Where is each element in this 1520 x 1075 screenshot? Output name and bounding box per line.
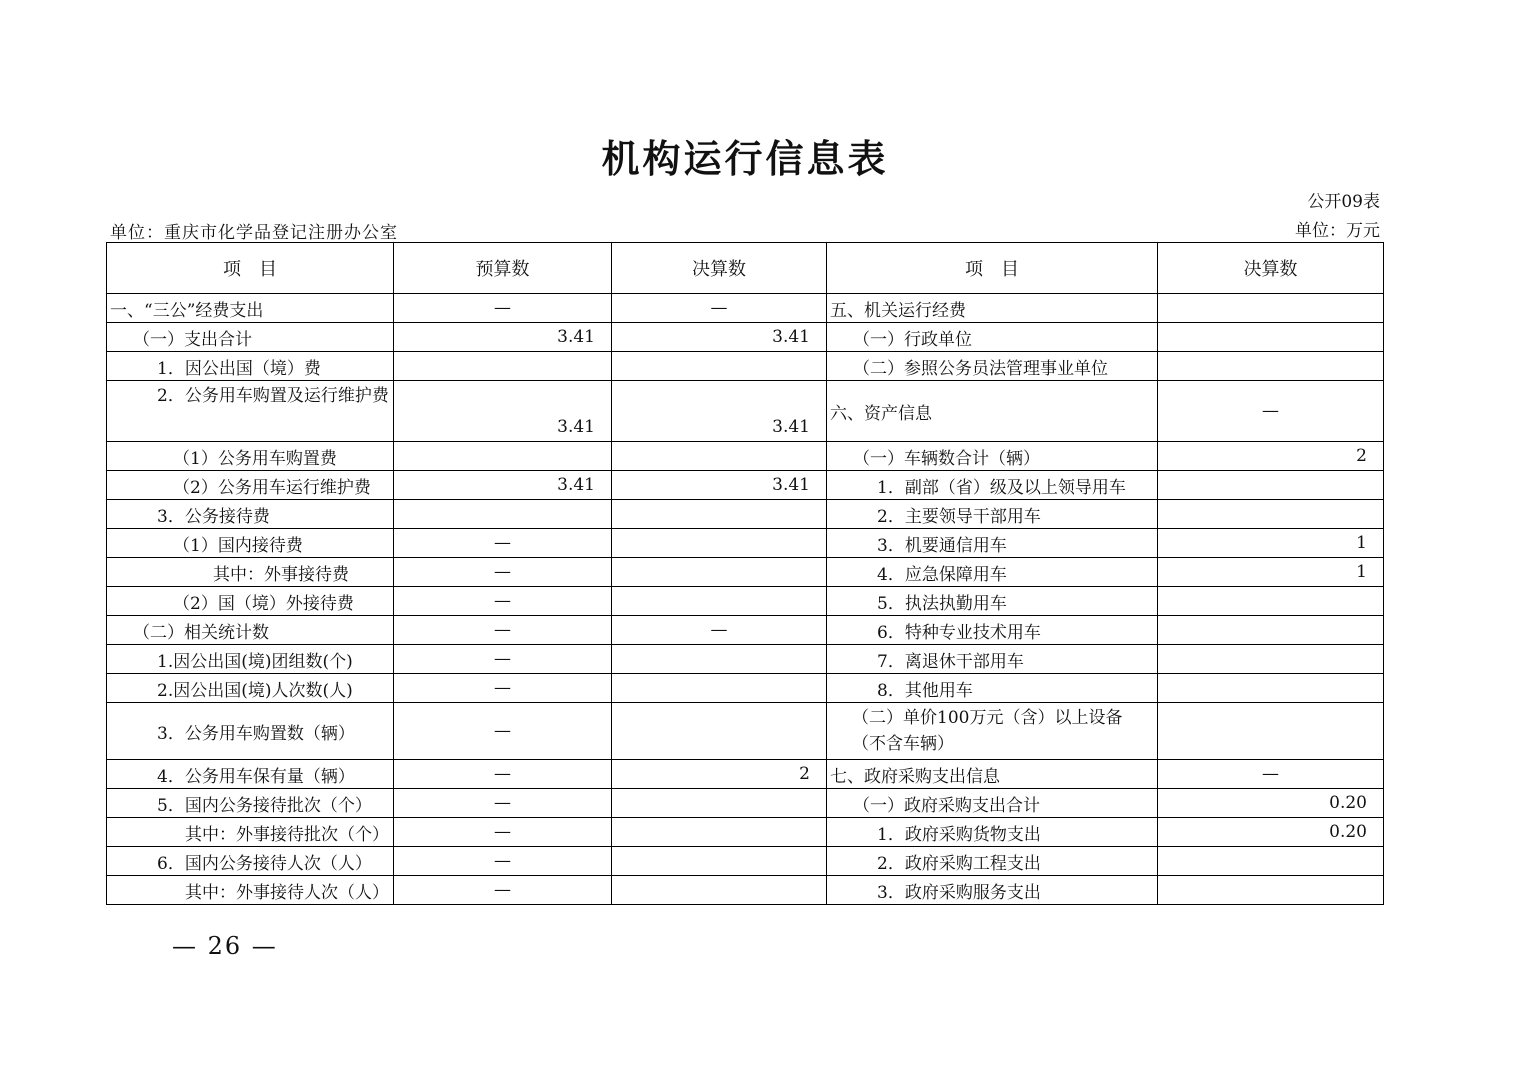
header-final-left: 决算数 bbox=[612, 243, 827, 294]
row-budget: 3.41 bbox=[394, 471, 612, 500]
row-label-left: 1.因公出国(境)团组数(个) bbox=[107, 645, 394, 674]
header-item-right: 项 目 bbox=[827, 243, 1158, 294]
row-final-left: — bbox=[612, 294, 827, 323]
row-label-left: 一、“三公”经费支出 bbox=[107, 294, 394, 323]
row-label-left: 其中：外事接待人次（人） bbox=[107, 876, 394, 905]
page-number: — 26 — bbox=[172, 932, 278, 960]
page-title: 机构运行信息表 bbox=[601, 137, 889, 181]
row-final-left bbox=[612, 703, 827, 760]
table-row bbox=[107, 645, 1384, 674]
row-label-left: 其中：外事接待批次（个） bbox=[107, 818, 394, 847]
row-final-right bbox=[1158, 847, 1384, 876]
row-final-left bbox=[612, 847, 827, 876]
table-row bbox=[107, 294, 1384, 323]
row-label-left: 5．国内公务接待批次（个） bbox=[107, 789, 394, 818]
row-label-left: （二）相关统计数 bbox=[107, 616, 394, 645]
row-final-right: 2 bbox=[1158, 442, 1384, 471]
row-final-right bbox=[1158, 471, 1384, 500]
row-label-right: 3．政府采购服务支出 bbox=[827, 876, 1158, 905]
row-label-left: （一）支出合计 bbox=[107, 323, 394, 352]
row-budget bbox=[394, 500, 612, 529]
row-label-right: 4．应急保障用车 bbox=[827, 558, 1158, 587]
table-row bbox=[107, 500, 1384, 529]
table-row bbox=[107, 381, 1384, 442]
row-label-right bbox=[827, 703, 1158, 760]
row-final-left bbox=[612, 587, 827, 616]
row-budget: — bbox=[394, 674, 612, 703]
row-label-right: 3．机要通信用车 bbox=[827, 529, 1158, 558]
row-final-left bbox=[612, 352, 827, 381]
row-label-right: 6．特种专业技术用车 bbox=[827, 616, 1158, 645]
row-final-left bbox=[612, 818, 827, 847]
row-final-right: 1 bbox=[1158, 529, 1384, 558]
row-budget: — bbox=[394, 645, 612, 674]
row-final-left: 3.41 bbox=[612, 381, 827, 442]
row-label-left: 其中：外事接待费 bbox=[107, 558, 394, 587]
row-final-right: 0.20 bbox=[1158, 818, 1384, 847]
row-budget: — bbox=[394, 703, 612, 760]
row-final-left bbox=[612, 876, 827, 905]
row-final-left bbox=[612, 500, 827, 529]
row-label-right: 2．主要领导干部用车 bbox=[827, 500, 1158, 529]
table-row bbox=[107, 789, 1384, 818]
row-label-left: 6．国内公务接待人次（人） bbox=[107, 847, 394, 876]
unit-organization: 单位：重庆市化学品登记注册办公室 bbox=[110, 223, 398, 243]
row-final-right: — bbox=[1158, 760, 1384, 789]
row-final-left bbox=[612, 558, 827, 587]
row-label-right: 七、政府采购支出信息 bbox=[827, 760, 1158, 789]
row-label-right: 5．执法执勤用车 bbox=[827, 587, 1158, 616]
row-label-left: 2.因公出国(境)人次数(人) bbox=[107, 674, 394, 703]
row-budget: — bbox=[394, 294, 612, 323]
table-row bbox=[107, 876, 1384, 905]
row-final-left bbox=[612, 674, 827, 703]
row-final-right bbox=[1158, 323, 1384, 352]
row-label-right: 1．副部（省）级及以上领导用车 bbox=[827, 471, 1158, 500]
row-final-left: 3.41 bbox=[612, 323, 827, 352]
row-label-right: （一）政府采购支出合计 bbox=[827, 789, 1158, 818]
row-budget bbox=[394, 352, 612, 381]
row-final-left: 2 bbox=[612, 760, 827, 789]
row-final-right: 0.20 bbox=[1158, 789, 1384, 818]
row-label-left: 4．公务用车保有量（辆） bbox=[107, 760, 394, 789]
table-row bbox=[107, 352, 1384, 381]
row-label-left: 1．因公出国（境）费 bbox=[107, 352, 394, 381]
row-final-right bbox=[1158, 876, 1384, 905]
table-row bbox=[107, 442, 1384, 471]
row-label-left-text: 2．公务用车购置及运行维护费 bbox=[157, 386, 389, 406]
row-final-right bbox=[1158, 294, 1384, 323]
row-final-left bbox=[612, 529, 827, 558]
row-budget: — bbox=[394, 876, 612, 905]
table-row bbox=[107, 616, 1384, 645]
row-budget: — bbox=[394, 847, 612, 876]
row-final-right bbox=[1158, 616, 1384, 645]
table-row bbox=[107, 323, 1384, 352]
row-budget: — bbox=[394, 760, 612, 789]
row-final-right bbox=[1158, 352, 1384, 381]
row-budget: — bbox=[394, 818, 612, 847]
form-number: 公开09表 bbox=[1307, 192, 1380, 212]
row-label-left: 3．公务接待费 bbox=[107, 500, 394, 529]
info-table bbox=[106, 242, 1384, 905]
row-budget: 3.41 bbox=[394, 381, 612, 442]
row-final-right bbox=[1158, 587, 1384, 616]
table-row bbox=[107, 818, 1384, 847]
row-label-right: （一）车辆数合计（辆） bbox=[827, 442, 1158, 471]
table-row bbox=[107, 760, 1384, 789]
row-label-right: 2．政府采购工程支出 bbox=[827, 847, 1158, 876]
row-budget: 3.41 bbox=[394, 323, 612, 352]
row-final-right bbox=[1158, 500, 1384, 529]
row-label-left: （1）公务用车购置费 bbox=[107, 442, 394, 471]
row-label-right-text: （二）单价100万元（含）以上设备（不含车辆） bbox=[852, 708, 1123, 754]
row-budget bbox=[394, 442, 612, 471]
header-item-left: 项 目 bbox=[107, 243, 394, 294]
row-label-right: 8．其他用车 bbox=[827, 674, 1158, 703]
row-label-right: 五、机关运行经费 bbox=[827, 294, 1158, 323]
row-label-left bbox=[107, 381, 394, 442]
row-label-right: （一）行政单位 bbox=[827, 323, 1158, 352]
row-final-left: 3.41 bbox=[612, 471, 827, 500]
table-row bbox=[107, 529, 1384, 558]
row-budget: — bbox=[394, 587, 612, 616]
table-row bbox=[107, 471, 1384, 500]
row-final-left bbox=[612, 645, 827, 674]
row-label-left: （2）国（境）外接待费 bbox=[107, 587, 394, 616]
row-final-left bbox=[612, 789, 827, 818]
table-header-row bbox=[107, 243, 1384, 294]
row-budget: — bbox=[394, 558, 612, 587]
table-row bbox=[107, 703, 1384, 760]
row-budget: — bbox=[394, 616, 612, 645]
row-budget: — bbox=[394, 789, 612, 818]
row-label-right: 7．离退休干部用车 bbox=[827, 645, 1158, 674]
row-label-right: （二）参照公务员法管理事业单位 bbox=[827, 352, 1158, 381]
row-final-right bbox=[1158, 645, 1384, 674]
row-label-right: 六、资产信息 bbox=[827, 381, 1158, 442]
header-budget: 预算数 bbox=[394, 243, 612, 294]
unit-currency: 单位：万元 bbox=[1295, 221, 1380, 241]
header-final-right: 决算数 bbox=[1158, 243, 1384, 294]
table-row bbox=[107, 558, 1384, 587]
table-row bbox=[107, 847, 1384, 876]
row-label-left: （2）公务用车运行维护费 bbox=[107, 471, 394, 500]
table-row bbox=[107, 674, 1384, 703]
row-final-left: — bbox=[612, 616, 827, 645]
row-budget: — bbox=[394, 529, 612, 558]
row-final-left bbox=[612, 442, 827, 471]
row-label-right: 1．政府采购货物支出 bbox=[827, 818, 1158, 847]
row-final-right: — bbox=[1158, 381, 1384, 442]
table-row bbox=[107, 587, 1384, 616]
row-label-left: （1）国内接待费 bbox=[107, 529, 394, 558]
row-final-right: 1 bbox=[1158, 558, 1384, 587]
row-final-right bbox=[1158, 674, 1384, 703]
row-label-left: 3．公务用车购置数（辆） bbox=[107, 703, 394, 760]
row-final-right bbox=[1158, 703, 1384, 760]
